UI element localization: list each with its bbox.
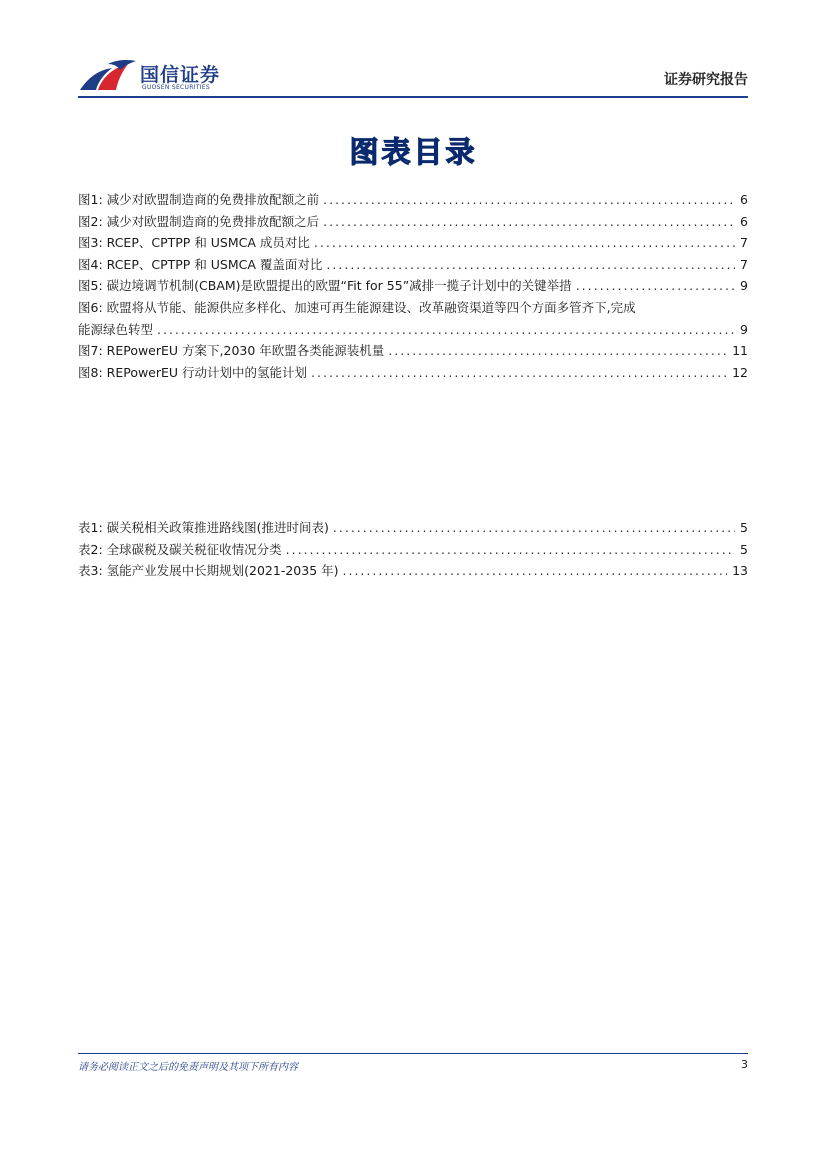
toc-entry-label: 表1: 碳关税相关政策推进路线图(推进时间表) bbox=[78, 520, 329, 535]
toc-entry-label: 图4: RCEP、CPTPP 和 USMCA 覆盖面对比 bbox=[78, 256, 323, 272]
dot-leader bbox=[286, 539, 735, 561]
dot-leader bbox=[388, 340, 727, 362]
toc-entry-label: 表2: 全球碳税及碳关税征收情况分类 bbox=[78, 541, 282, 557]
toc-entry-page: 7 bbox=[740, 256, 748, 272]
toc-entry-figure-4[interactable] bbox=[78, 254, 748, 276]
toc-entry-label: 图3: RCEP、CPTPP 和 USMCA 成员对比 bbox=[78, 235, 310, 251]
footer-divider bbox=[78, 1053, 748, 1054]
toc-entry-figure-2[interactable] bbox=[78, 211, 748, 233]
toc-entry-label: 表3: 氢能产业发展中长期规划(2021-2035 年) bbox=[78, 563, 339, 579]
dot-leader bbox=[157, 319, 735, 341]
toc-entry-table-2[interactable] bbox=[78, 539, 748, 561]
toc-entry-label-line2: 能源绿色转型 bbox=[78, 321, 154, 337]
toc-entry-label: 图5: 碳边境调节机制(CBAM)是欧盟提出的欧盟“Fit for 55”减排一揽子计划中的关键举措 bbox=[78, 278, 572, 294]
toc-entry-label: 图2: 减少对欧盟制造商的免费排放配额之后 bbox=[78, 213, 320, 229]
toc-entry-figure-8[interactable] bbox=[78, 362, 748, 384]
dot-leader bbox=[314, 232, 735, 254]
toc-entry-label-line1: 图6: 欧盟将从节能、能源供应多样化、加速可再生能源建设、改革融资渠道等四个方面多管齐下,完成 bbox=[78, 299, 636, 315]
toc-entry-page: 13 bbox=[732, 563, 748, 579]
toc-entry-figure-6[interactable] bbox=[78, 297, 748, 340]
toc-entry-page: 6 bbox=[740, 192, 748, 207]
toc-entry-page: 6 bbox=[740, 213, 748, 229]
logo-chinese-name: 国信证券 bbox=[140, 64, 221, 86]
toc-entry-page: 7 bbox=[740, 235, 748, 251]
dot-leader bbox=[323, 211, 735, 233]
footer-disclaimer: 请务必阅读正文之后的免责声明及其项下所有内容 bbox=[78, 1062, 298, 1073]
dot-leader bbox=[576, 275, 735, 297]
toc-entry-page: 12 bbox=[732, 364, 748, 380]
toc-entry-page: 11 bbox=[732, 343, 748, 359]
guosen-logo-icon bbox=[78, 58, 138, 92]
toc-entry-page: 5 bbox=[740, 541, 748, 557]
toc-entry-label: 图1: 减少对欧盟制造商的免费排放配额之前 bbox=[78, 192, 320, 207]
page-number: 3 bbox=[741, 1058, 748, 1071]
header-divider bbox=[78, 96, 748, 98]
toc-entry-figure-1[interactable] bbox=[78, 189, 748, 211]
company-logo bbox=[78, 56, 248, 96]
toc-entry-figure-5[interactable] bbox=[78, 275, 748, 297]
dot-leader bbox=[343, 560, 728, 582]
report-type-label: 证券研究报告 bbox=[664, 72, 748, 88]
table-toc-list bbox=[78, 517, 748, 582]
toc-entry-table-1[interactable] bbox=[78, 517, 748, 539]
dot-leader bbox=[323, 189, 735, 211]
figure-toc-list bbox=[78, 189, 748, 383]
toc-entry-label: 图8: REPowerEU 行动计划中的氢能计划 bbox=[78, 364, 308, 380]
toc-entry-figure-7[interactable] bbox=[78, 340, 748, 362]
toc-entry-label: 图7: REPowerEU 方案下,2030 年欧盟各类能源装机量 bbox=[78, 343, 385, 359]
toc-entry-page: 9 bbox=[740, 321, 748, 337]
toc-entry-table-3[interactable] bbox=[78, 560, 748, 582]
page-title: 图表目录 bbox=[349, 135, 478, 169]
toc-entry-figure-3[interactable] bbox=[78, 232, 748, 254]
logo-english-name: GUOSEN SECURITIES bbox=[142, 84, 211, 91]
page-header bbox=[78, 56, 748, 96]
dot-leader bbox=[333, 517, 735, 539]
dot-leader bbox=[311, 362, 727, 384]
toc-entry-page: 5 bbox=[740, 520, 748, 535]
toc-entry-page: 9 bbox=[740, 278, 748, 294]
dot-leader bbox=[326, 254, 735, 276]
